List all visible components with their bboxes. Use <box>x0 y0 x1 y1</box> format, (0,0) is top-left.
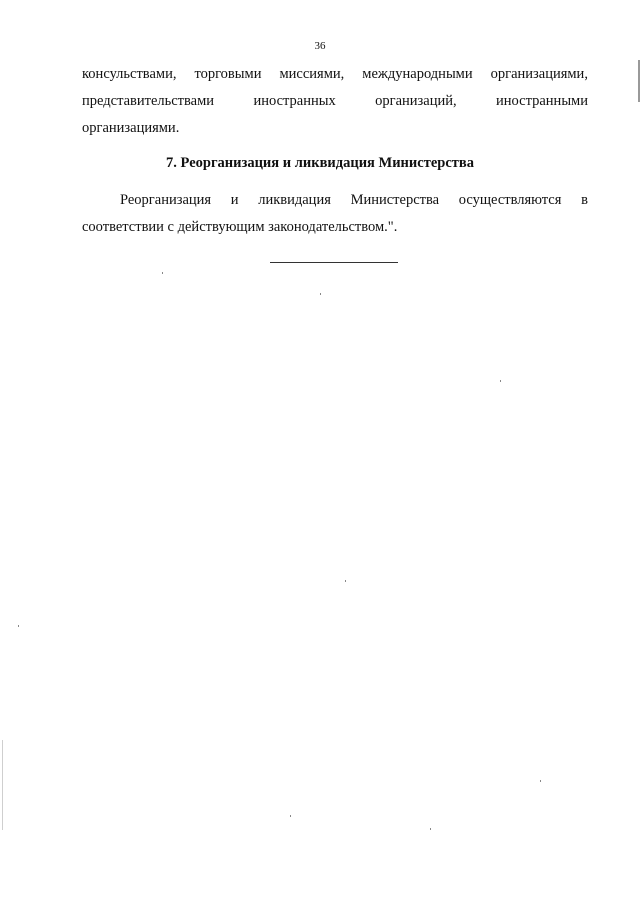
text-line <box>82 61 588 88</box>
scan-speck <box>540 780 541 782</box>
paragraph-reorganization <box>82 187 588 241</box>
text-line <box>82 88 588 115</box>
end-of-text-rule <box>270 262 398 263</box>
word: и <box>230 192 239 208</box>
word: международными <box>362 66 473 82</box>
scan-speck <box>162 272 163 274</box>
word: миссиями, <box>279 66 345 82</box>
word: представительствами <box>82 93 215 109</box>
scan-speck <box>345 580 346 582</box>
word: иностранными <box>496 93 588 109</box>
word: иностранных <box>253 93 336 109</box>
text-line: организациями. <box>82 120 180 136</box>
text-line <box>82 187 588 214</box>
word: организациями, <box>490 66 588 82</box>
section-heading: 7. Реорганизация и ликвидация Министерства <box>166 155 474 171</box>
word: Министерства <box>350 192 440 208</box>
page-number: 36 <box>314 40 326 52</box>
scan-edge-line <box>2 740 3 830</box>
word: Реорганизация <box>120 192 212 208</box>
word: в <box>581 192 588 208</box>
text-line: соответствии с действующим законодательством.". <box>82 219 398 235</box>
scan-speck <box>430 828 431 830</box>
word: консульствами, <box>82 66 177 82</box>
word: организаций, <box>375 93 457 109</box>
scan-speck <box>290 815 291 817</box>
scan-speck <box>320 293 321 295</box>
word: осуществляются <box>458 192 562 208</box>
scan-speck <box>500 380 501 382</box>
word: торговыми <box>194 66 262 82</box>
scan-speck <box>18 625 19 627</box>
word: ликвидация <box>258 192 331 208</box>
paragraph-continuation <box>82 61 588 142</box>
